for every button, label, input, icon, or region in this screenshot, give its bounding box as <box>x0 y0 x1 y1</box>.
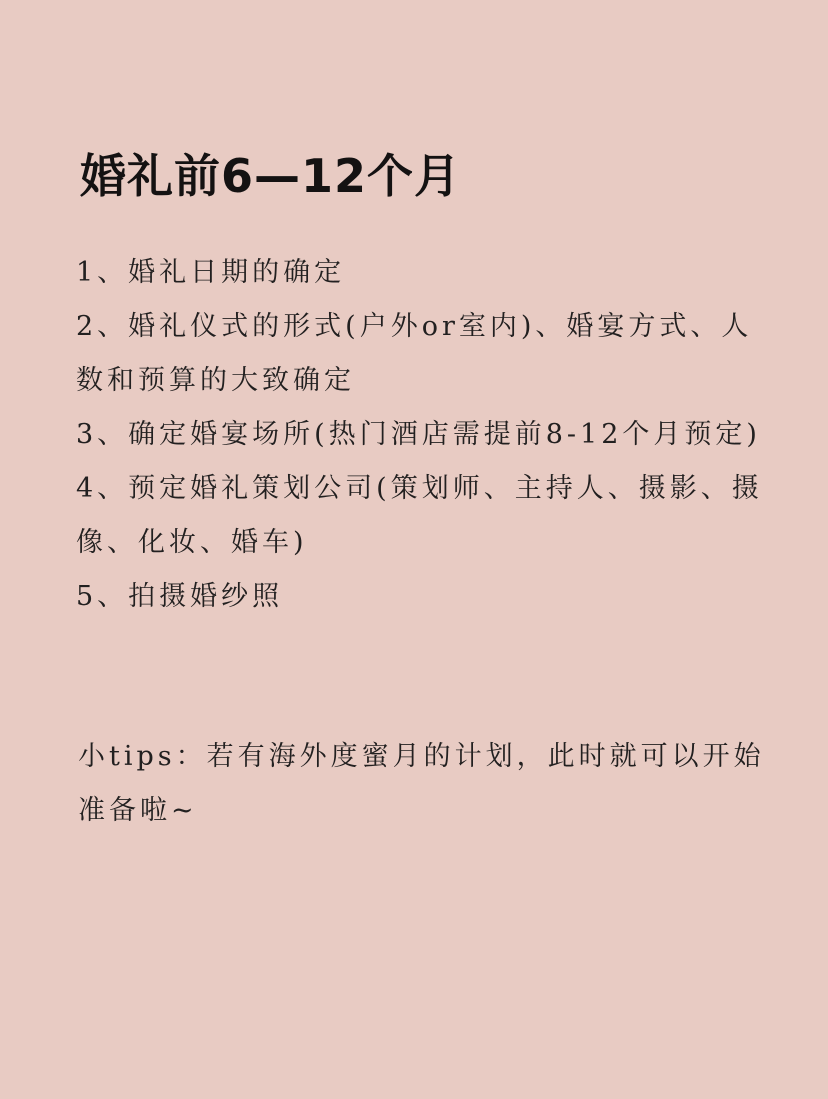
list-item: 1、婚礼日期的确定 <box>76 257 346 288</box>
list-item: 2、婚礼仪式的形式(户外or室内)、婚宴方式、人数和预算的大致确定 <box>76 311 753 396</box>
tips-note: 小tips：若有海外度蜜月的计划，此时就可以开始准备啦~ <box>78 741 765 826</box>
list-item: 3、确定婚宴场所(热门酒店需提前8-12个月预定) <box>76 419 761 450</box>
list-item: 5、拍摄婚纱照 <box>76 581 284 612</box>
checklist <box>76 246 766 624</box>
list-item: 4、预定婚礼策划公司(策划师、主持人、摄影、摄像、化妆、婚车) <box>76 473 763 558</box>
page-title: 婚礼前6—12个月 <box>80 149 462 203</box>
